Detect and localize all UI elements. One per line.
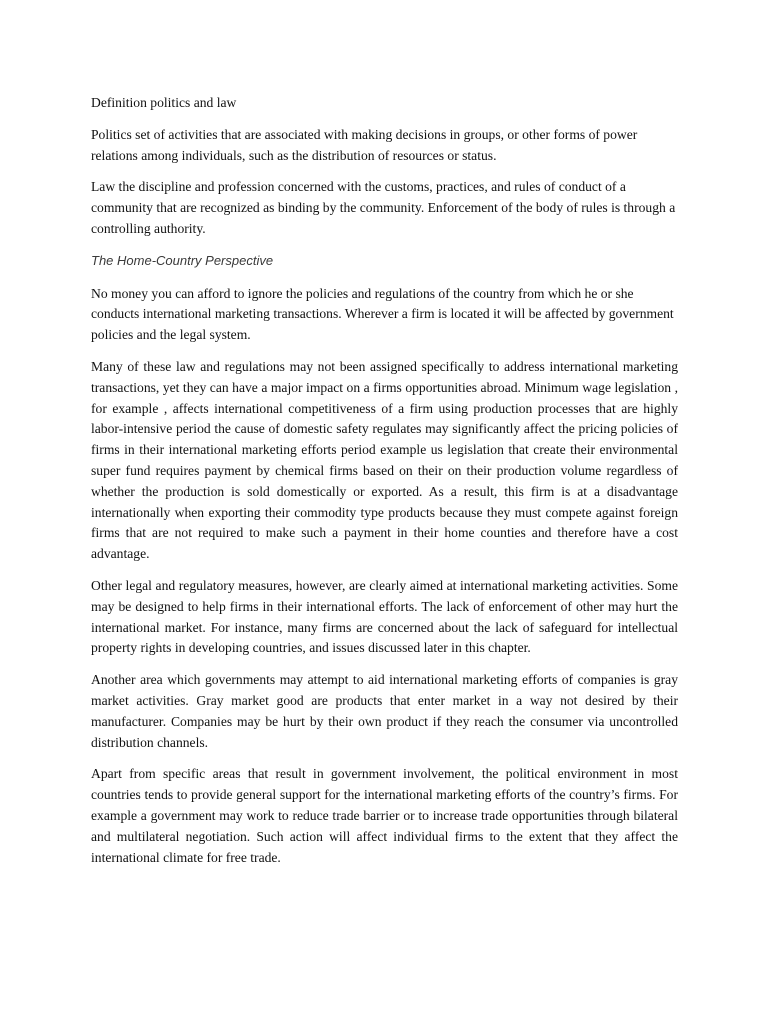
paragraph-gray-market: Another area which governments may attempt to aid international marketing efforts of companies is gray market activities. Gray market good are products that enter market in a way not desired by their manufacturer. Companies may be hurt by their own product if they reach the consumer via uncontrolled distribution channels.	[91, 672, 678, 750]
paragraph-laws-regulations: Many of these law and regulations may not been assigned specifically to address international marketing transactions, yet they can have a major impact on a firms opportunities abroad. Minimum wage legislation , for example , affects international competitiveness of a firm using production processes that are highly labor-intensive period the cause of domestic safety regulates may significantly affect the pricing policies of firms in their international marketing efforts period example us legislation that create their environmental super fund requires payment by chemical firms based on their on their production volume regardless of whether the production is sold domestically or exported. As a result, this firm is at a disadvantage internationally when exporting their commodity type products because they must compete against foreign firms that are not required to make such a payment in their home counties and therefore have a cost advantage.	[91, 358, 678, 562]
paragraph-political-environment: Apart from specific areas that result in government involvement, the political environment in most countries tends to provide general support for the international marketing efforts of the country’s firms. For example a government may work to reduce trade barrier or to increase trade opportunities through bilateral and multilateral negotiation. Such action will affect individual firms to the extent that they affect the international climate for free trade.	[91, 766, 678, 865]
paragraph-home-country: No money you can afford to ignore the policies and regulations of the country from which he or she conducts international marketing transactions. Wherever a firm is located it will be affected by government policies and the legal system.	[91, 285, 674, 343]
section-heading: The Home-Country Perspective	[91, 252, 274, 268]
politics-definition: Politics set of activities that are associated with making decisions in groups, or other forms of power relations among individuals, such as the distribution of resources or status.	[91, 126, 638, 163]
paragraph-regulatory-measures: Other legal and regulatory measures, however, are clearly aimed at international marketing activities. Some may be designed to help firms in their international efforts. The lack of enforcement of other may hurt the international market. For instance, many firms are concerned about the lack of safeguard for intellectual property rights in developing countries, and issues discussed later in this chapter.	[91, 577, 678, 656]
document-page	[91, 93, 678, 879]
document-title: Definition politics and law	[91, 95, 237, 110]
law-definition: Law the discipline and profession concerned with the customs, practices, and rules of conduct of a community that are recognized as binding by the community. Enforcement of the body of rules is through a controlling authority.	[91, 179, 676, 236]
